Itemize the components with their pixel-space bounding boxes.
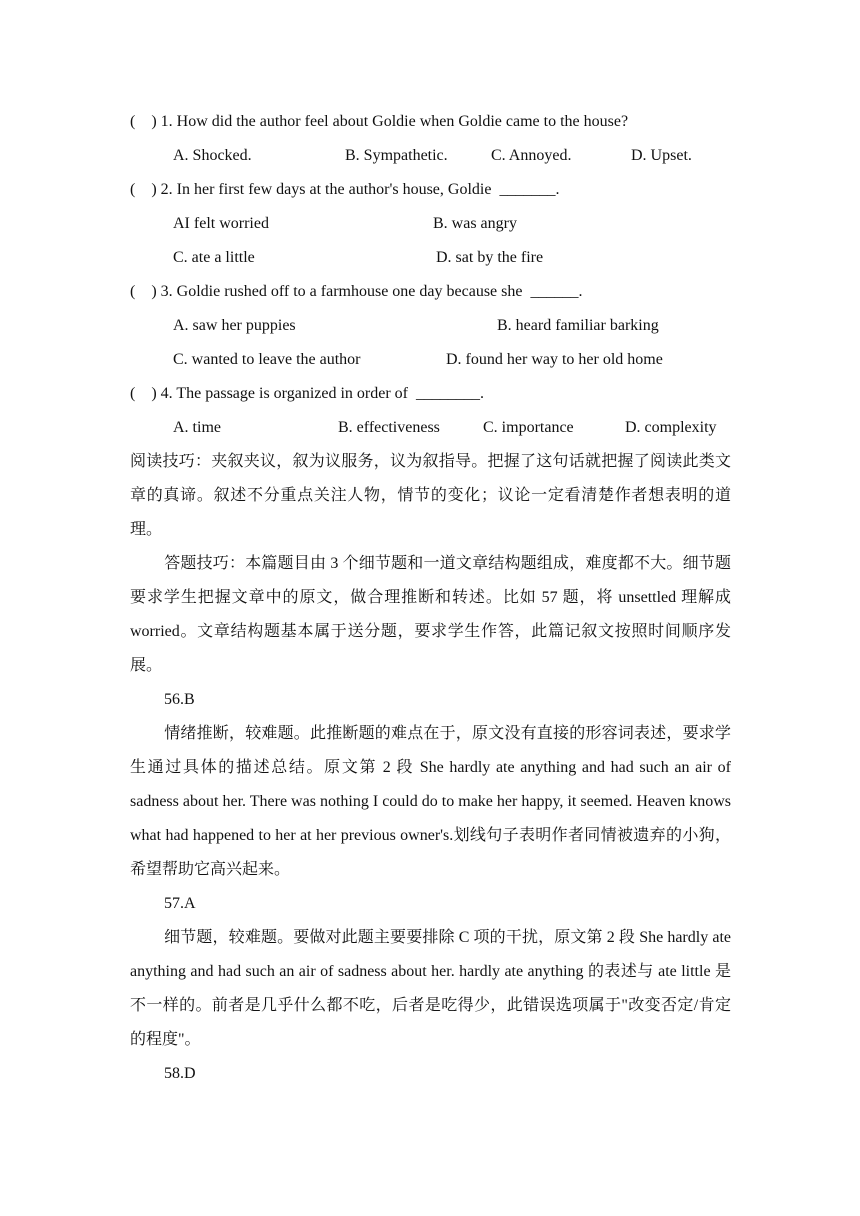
answer-tip-paragraph: 答题技巧：本篇题目由 3 个细节题和一道文章结构题组成，难度都不大。细节题要求学生把握文章中的原文，做合理推断和转述。比如 57 题，将 unsettled 理解成 worried。文章结构题基本属于送分题，要求学生作答，此篇记叙文按照时间顺序发展。 <box>130 555 731 674</box>
question-3-stem: ( ) 3. Goldie rushed off to a farmhouse one day because she ______. <box>130 283 583 300</box>
question-4-option-d: D. complexity <box>625 419 717 436</box>
answer-58-heading: 58.D <box>164 1065 196 1082</box>
question-3-option-a: A. saw her puppies <box>173 317 296 334</box>
question-1-stem: ( ) 1. How did the author feel about Goldie when Goldie came to the house? <box>130 113 629 130</box>
question-2-option-a: AI felt worried <box>173 215 269 232</box>
question-3-option-b: B. heard familiar barking <box>497 317 659 334</box>
question-4-option-c: C. importance <box>483 419 574 436</box>
question-2-option-c: C. ate a little <box>173 249 255 266</box>
answer-57-heading: 57.A <box>164 895 196 912</box>
explanation-57-paragraph: 细节题，较难题。要做对此题主要要排除 C 项的干扰，原文第 2 段 She hardly ate anything and had such an air of sadness about her. hardly ate anything 的表述与 ate little 是不一样的。前者是几乎什么都不吃，后者是吃得少，此错误选项属于"改变否定/肯定的程度"。 <box>130 929 731 1048</box>
question-2-stem: ( ) 2. In her first few days at the author's house, Goldie _______. <box>130 181 560 198</box>
question-2-option-b: B. was angry <box>433 215 517 232</box>
question-3-option-d: D. found her way to her old home <box>446 351 663 368</box>
question-1-option-c: C. Annoyed. <box>491 147 572 164</box>
question-1-option-a: A. Shocked. <box>173 147 252 164</box>
question-3-option-c: C. wanted to leave the author <box>173 351 361 368</box>
explanation-56-paragraph: 情绪推断，较难题。此推断题的难点在于，原文没有直接的形容词表述，要求学生通过具体的描述总结。原文第 2 段 She hardly ate anything and had such an air of sadness about her. There was nothing I could do to make her happy, it seemed. Heaven knows what had happened to her at her previous owner's.划线句子表明作者同情被遗弃的小狗，希望帮助它高兴起来。 <box>130 725 731 878</box>
question-1-option-d: D. Upset. <box>631 147 692 164</box>
question-4-option-a: A. time <box>173 419 221 436</box>
question-1-option-b: B. Sympathetic. <box>345 147 448 164</box>
answer-56-heading: 56.B <box>164 691 195 708</box>
question-4-stem: ( ) 4. The passage is organized in order of ________. <box>130 385 484 402</box>
reading-tip-paragraph: 阅读技巧：夹叙夹议，叙为议服务，议为叙指导。把握了这句话就把握了阅读此类文章的真谛。叙述不分重点关注人物，情节的变化；议论一定看清楚作者想表明的道理。 <box>130 453 731 538</box>
question-4-option-b: B. effectiveness <box>338 419 440 436</box>
question-2-option-d: D. sat by the fire <box>436 249 544 266</box>
